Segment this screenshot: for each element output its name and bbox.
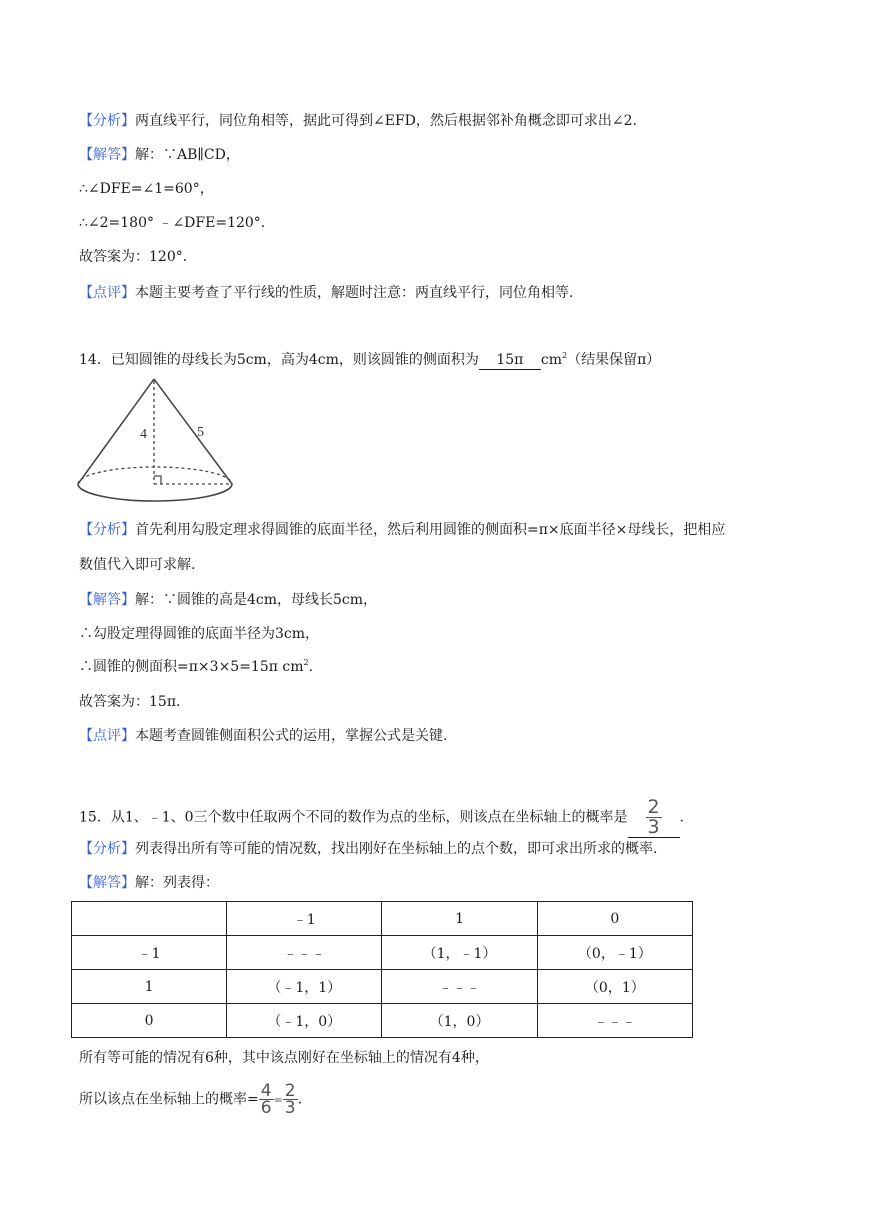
question-text: 14．已知圆锥的母线长为5cm，高为4cm，则该圆锥的侧面积为 <box>79 352 479 368</box>
solution-tag: 【解答】 <box>79 592 135 608</box>
line2-end: . <box>297 1091 303 1108</box>
fraction-numerator: 4 <box>260 1081 272 1101</box>
table-cell: （﹣1，0） <box>227 1004 382 1038</box>
table-cell: （0，1） <box>537 970 692 1004</box>
analysis-tag: 【分析】 <box>79 841 135 857</box>
fraction-denominator: 3 <box>647 816 660 838</box>
solution-tag: 【解答】 <box>79 147 135 163</box>
analysis-text: 首先利用勾股定理求得圆锥的底面半径，然后利用圆锥的侧面积=π×底面半径×母线长，把相应 <box>135 522 726 538</box>
unit-sup: 2 <box>562 351 568 360</box>
question-suffix: （结果保留π） <box>567 352 661 368</box>
fraction-4-6 <box>259 1083 274 1116</box>
q15-line2 <box>79 1083 302 1116</box>
answer-blank: 15π <box>479 351 541 370</box>
fraction-denominator: 3 <box>284 1098 296 1118</box>
table-row <box>72 970 693 1004</box>
solution-text: 解：∵AB∥CD， <box>135 147 240 163</box>
table-cell: （0，﹣1） <box>537 936 692 970</box>
analysis-text: 两直线平行，同位角相等，据此可得到∠EFD，然后根据邻补角概念即可求出∠2. <box>135 113 637 129</box>
answer-fraction <box>646 798 662 837</box>
comment-tag: 【点评】 <box>79 285 135 301</box>
cone-base-front <box>78 484 232 501</box>
q14-answer: 故答案为：15π． <box>79 694 191 710</box>
table-cell <box>72 902 227 936</box>
q14-solution <box>79 590 377 610</box>
comment-text: 本题考查圆锥侧面积公式的运用，掌握公式是关键. <box>135 728 448 744</box>
q13-comment <box>79 283 573 303</box>
q14-comment <box>79 726 447 746</box>
table-cell: （﹣1，1） <box>227 970 382 1004</box>
q14-step1: ∴勾股定理得圆锥的底面半径为3cm， <box>79 626 320 642</box>
table-cell: ﹣﹣﹣ <box>537 1004 692 1038</box>
step2-text: ∴圆锥的侧面积=π×3×5=15π cm <box>79 659 304 675</box>
q15-solution <box>79 873 219 893</box>
table-cell: 0 <box>72 1004 227 1038</box>
answer-blank <box>628 798 680 838</box>
analysis-tag: 【分析】 <box>79 113 135 129</box>
table-cell: （1，﹣1） <box>382 936 537 970</box>
comment-tag: 【点评】 <box>79 728 135 744</box>
table-cell: 0 <box>537 902 692 936</box>
q15-analysis <box>79 839 657 859</box>
fraction-2-3 <box>283 1083 298 1116</box>
table-cell: （1，0） <box>382 1004 537 1038</box>
q15-question <box>79 798 684 838</box>
height-label: 4 <box>140 427 147 442</box>
q13-step2: ∴∠2=180° ﹣∠DFE=120°． <box>79 215 275 231</box>
solution-text: 解：列表得： <box>135 875 219 891</box>
table-cell: ﹣﹣﹣ <box>382 970 537 1004</box>
cone-figure <box>76 376 236 514</box>
table-cell: 1 <box>382 902 537 936</box>
line2-prefix: 所以该点在坐标轴上的概率= <box>79 1091 259 1108</box>
question-text: 15．从1、﹣1、0三个数中任取两个不同的数作为点的坐标，则该点在坐标轴上的概率是 <box>79 809 628 826</box>
analysis-tag: 【分析】 <box>79 522 135 538</box>
q14-question <box>79 350 660 370</box>
step2-end: . <box>308 659 314 675</box>
fraction-numerator: 2 <box>284 1081 296 1101</box>
table-cell: 1 <box>72 970 227 1004</box>
q13-answer: 故答案为：120°． <box>79 249 197 265</box>
slant-label: 5 <box>197 425 204 440</box>
table-row <box>72 936 693 970</box>
q14-step2 <box>79 657 313 677</box>
comment-text: 本题主要考查了平行线的性质，解题时注意：两直线平行，同位角相等. <box>135 285 574 301</box>
step2-sup: 2 <box>303 658 309 667</box>
q13-solution <box>79 145 240 165</box>
right-angle-mark <box>154 476 161 484</box>
analysis-text: 列表得出所有等可能的情况数，找出刚好在坐标轴上的点个数，即可求出所求的概率. <box>135 841 658 857</box>
unit: cm <box>540 352 562 368</box>
question-end: . <box>679 809 684 826</box>
table-cell: ﹣﹣﹣ <box>227 936 382 970</box>
table-row <box>72 902 693 936</box>
q13-analysis <box>79 111 637 131</box>
q14-analysis-2: 数值代入即可求解. <box>79 557 196 573</box>
q15-line1: 所有等可能的情况有6种，其中该点刚好在坐标轴上的情况有4种， <box>79 1050 489 1066</box>
fraction-denominator: 6 <box>260 1098 272 1118</box>
table-cell: ﹣1 <box>227 902 382 936</box>
probability-table <box>71 901 693 1038</box>
fraction-numerator: 2 <box>647 796 660 818</box>
cone-slant-edge <box>154 379 232 484</box>
table-cell: ﹣1 <box>72 936 227 970</box>
equals-sign: = <box>273 1093 283 1107</box>
solution-tag: 【解答】 <box>79 875 135 891</box>
solution-text: 解：∵圆锥的高是4cm，母线长5cm， <box>135 592 378 608</box>
q13-step1: ∴∠DFE=∠1=60°， <box>79 181 214 197</box>
q14-analysis-1 <box>79 520 725 540</box>
table-row <box>72 1004 693 1038</box>
